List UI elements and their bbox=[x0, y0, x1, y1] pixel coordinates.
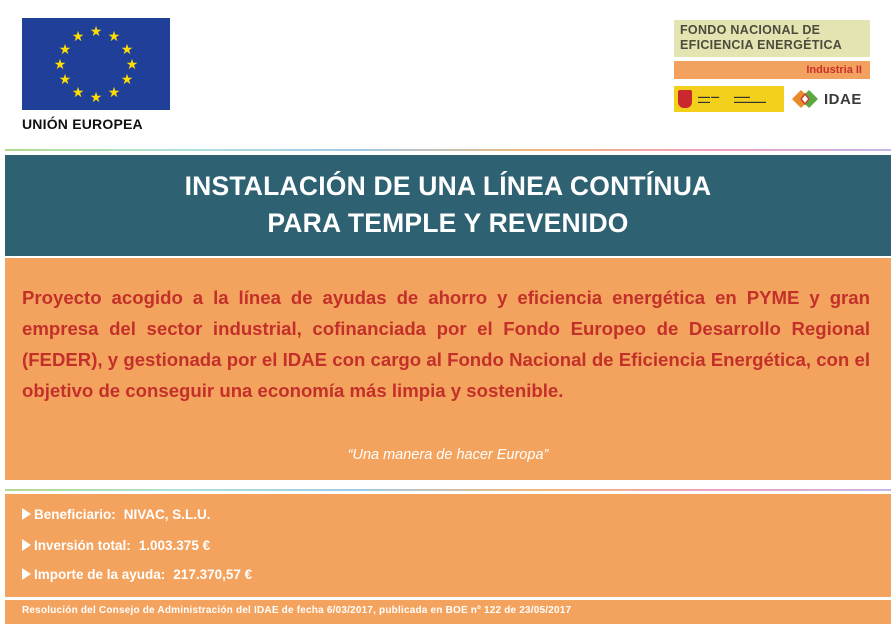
fondo-nacional-logo bbox=[674, 20, 870, 113]
inversion-label: Inversión total: bbox=[34, 538, 131, 553]
fondo-title-line2: EFICIENCIA ENERGÉTICA bbox=[680, 38, 843, 52]
importe-label: Importe de la ayuda: bbox=[34, 567, 166, 582]
inversion-row bbox=[22, 538, 210, 553]
eu-star-icon: ★ bbox=[107, 28, 121, 44]
eu-label: UNIÓN EUROPEA bbox=[22, 116, 143, 132]
eu-star-icon: ★ bbox=[58, 71, 72, 87]
program-label: Industria II bbox=[674, 61, 870, 79]
importe-row bbox=[22, 567, 252, 582]
fondo-title bbox=[674, 20, 870, 57]
fondo-title-line1: FONDO NACIONAL DE bbox=[680, 23, 821, 37]
eu-star-icon: ★ bbox=[125, 56, 139, 72]
coat-of-arms-icon bbox=[678, 90, 692, 108]
eu-star-icon: ★ bbox=[89, 89, 103, 105]
idae-mark-icon bbox=[790, 88, 820, 110]
beneficiario-label: Beneficiario: bbox=[34, 507, 116, 522]
eu-star-icon: ★ bbox=[58, 41, 72, 57]
eu-star-icon: ★ bbox=[120, 71, 134, 87]
resolution-footer: Resolución del Consejo de Administración del IDAE de fecha 6/03/2017, publicada en BOE nº 122 de 23/05/2017 bbox=[22, 605, 572, 616]
rainbow-divider-middle bbox=[5, 489, 891, 491]
inversion-value: 1.003.375 € bbox=[138, 538, 211, 553]
title-line2: PARA TEMPLE Y REVENIDO bbox=[267, 208, 629, 238]
importe-value: 217.370,57 € bbox=[173, 567, 253, 582]
idae-logo bbox=[790, 88, 862, 110]
triangle-bullet-icon bbox=[22, 568, 31, 580]
beneficiario-row bbox=[22, 507, 211, 522]
page-title bbox=[5, 155, 891, 256]
idae-label: IDAE bbox=[824, 90, 862, 108]
triangle-bullet-icon bbox=[22, 508, 31, 520]
ministerio-text-decoration: ▬▬▬▬ ▬▬▬▬▬▬▬▬ bbox=[734, 94, 766, 104]
project-description: Proyecto acogido a la línea de ayudas de ahorro y eficiencia energética en PYME y gran empresa del sector industrial, cofinanciada por el Fondo Europeo de Desarrollo Regional (FEDER), y gestionada por el IDAE con cargo al Fondo Nacional de Eficiencia Energética, con el objetivo de conseguir una economía más limpia y sostenible. bbox=[22, 287, 870, 401]
eu-star-icon: ★ bbox=[120, 41, 134, 57]
gobierno-text-decoration: ▬▬▬ ▬▬ ▬▬▬ bbox=[698, 94, 720, 104]
eu-star-icon: ★ bbox=[89, 23, 103, 39]
triangle-bullet-icon bbox=[22, 539, 31, 551]
rainbow-divider-top bbox=[5, 149, 891, 151]
eu-star-icon: ★ bbox=[53, 56, 67, 72]
title-line1: INSTALACIÓN DE UNA LÍNEA CONTÍNUA bbox=[184, 171, 712, 201]
eu-star-icon: ★ bbox=[107, 84, 121, 100]
eu-star-icon: ★ bbox=[71, 28, 85, 44]
gobierno-logo bbox=[674, 86, 784, 112]
eu-emblem bbox=[22, 18, 174, 132]
institution-logos bbox=[674, 85, 870, 113]
motto: “Una manera de hacer Europa” bbox=[347, 447, 549, 463]
eu-star-icon: ★ bbox=[71, 84, 85, 100]
eu-flag bbox=[22, 18, 170, 110]
beneficiario-value: NIVAC, S.L.U. bbox=[123, 507, 211, 522]
